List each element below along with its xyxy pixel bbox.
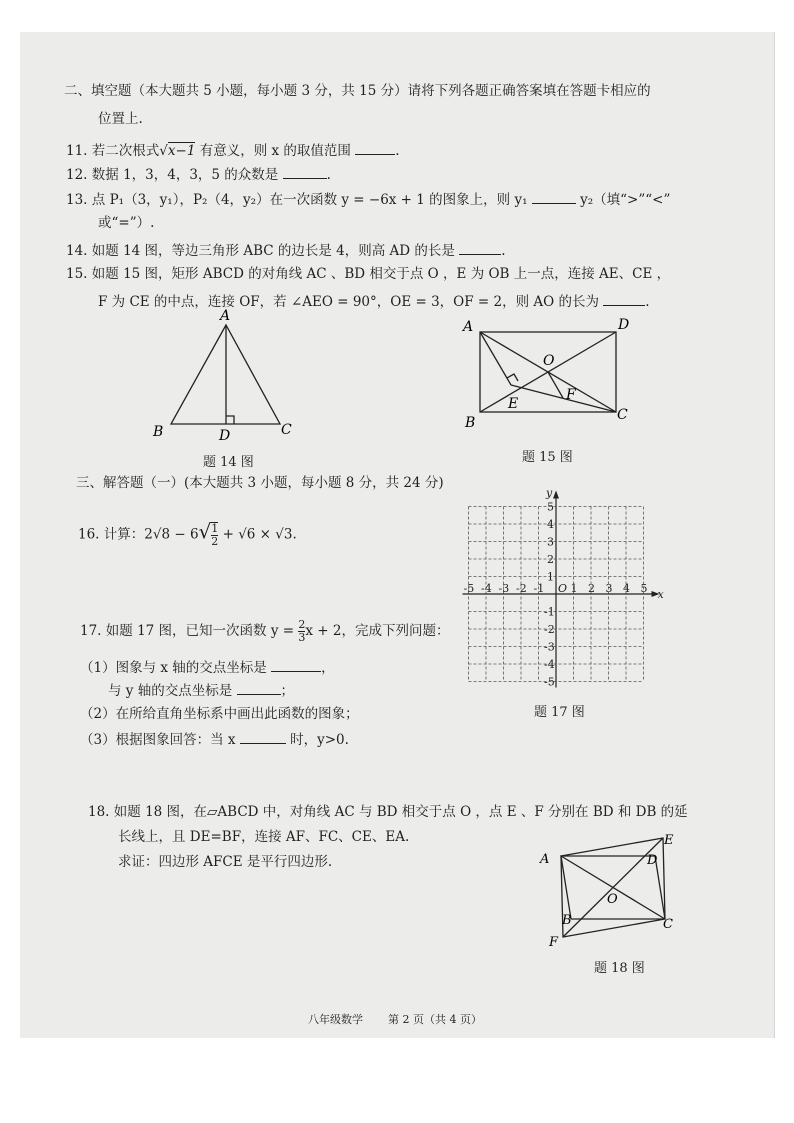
y-tick-label: -4 xyxy=(544,658,555,671)
q17-part-1a-end: ， xyxy=(321,660,335,676)
answer-blank[interactable] xyxy=(283,165,327,179)
y-tick-label: -3 xyxy=(544,640,555,654)
x-tick-label: -4 xyxy=(481,582,492,595)
answer-blank[interactable] xyxy=(271,658,321,672)
fraction-numerator: 1 xyxy=(211,522,219,535)
q17-part-1b-end: ； xyxy=(280,683,295,699)
label-f: F xyxy=(549,935,559,950)
q16-term-1: 2√8 − 6 xyxy=(144,526,199,543)
label-e: E xyxy=(664,833,674,848)
question-13-line2: 或“=”）. xyxy=(98,215,155,231)
answer-blank[interactable] xyxy=(532,190,576,204)
question-14 xyxy=(66,241,506,260)
q18-text: 如题 18 图，在▱ABCD 中，对角线 AC 与 BD 相交于点 O ，点 E 、F 分别在 BD 和 DB 的延 xyxy=(113,804,688,820)
label-b: B xyxy=(153,424,164,440)
q11-prefix: 若二次根式 xyxy=(91,143,160,159)
answer-blank[interactable] xyxy=(237,681,281,695)
question-17-part-2: （2）在所给直角坐标系中画出此函数的图象； xyxy=(80,706,359,722)
q12-text: 数据 1，3，4，3，5 的众数是 xyxy=(91,167,279,183)
figure-14-caption: 题 14 图 xyxy=(203,455,254,470)
y-tick-label: 4 xyxy=(547,518,554,531)
radical-sign: √ xyxy=(198,519,212,544)
x-tick-label: 3 xyxy=(605,582,613,595)
question-number: 17. xyxy=(80,623,102,639)
q16-end: . xyxy=(292,526,297,543)
x-tick-label: -3 xyxy=(498,582,510,595)
segment-ce xyxy=(511,385,616,412)
x-tick-label: 4 xyxy=(623,582,630,595)
answer-blank[interactable] xyxy=(459,241,501,255)
question-17-part-1a xyxy=(80,658,335,677)
fraction-denominator: 2 xyxy=(211,535,219,548)
answer-blank[interactable] xyxy=(603,292,645,306)
y-tick-label: -1 xyxy=(544,605,555,619)
q15-text-2: F 为 CE 的中点，连接 OF，若 ∠AEO = 90°，OE = 3，OF = 2，则 AO 的长为 xyxy=(98,294,599,310)
question-16 xyxy=(78,519,297,548)
y-axis-arrow xyxy=(553,491,559,499)
question-18 xyxy=(88,803,688,821)
footer-subject: 八年级数学 xyxy=(308,1013,363,1026)
q16-prefix: 计算： xyxy=(103,526,145,543)
q13-text: 点 P₁（3，y₁），P₂（4，y₂）在一次函数 y = −6x + 1 的图象上，则 y₁ xyxy=(91,192,528,208)
question-number: 14. xyxy=(66,243,88,259)
section-2-heading-cont: 位置上. xyxy=(98,111,143,127)
question-number: 13. xyxy=(66,192,88,208)
x-tick-label: 2 xyxy=(588,582,595,595)
q13-text-b: y₂（填“>”“<” xyxy=(580,192,671,208)
label-b: B xyxy=(562,913,572,928)
y-tick-label: -2 xyxy=(544,623,555,636)
q17-part-1a-text: （1）图象与 x 轴的交点坐标是 xyxy=(80,660,267,676)
label-f: F xyxy=(566,387,576,403)
label-c: C xyxy=(617,407,628,423)
fraction-denominator: 3 xyxy=(298,631,306,644)
q11-radicand: x−1 xyxy=(167,143,196,159)
question-13 xyxy=(66,190,670,209)
label-e: E xyxy=(508,396,519,412)
q17-text: x + 2，完成下列问题： xyxy=(305,623,450,639)
x-axis-label: x xyxy=(657,588,664,601)
figure-17-caption: 题 17 图 xyxy=(534,705,585,720)
y-tick-label: 1 xyxy=(547,570,554,584)
q17-part-3-text: （3）根据图象回答：当 x xyxy=(80,732,236,748)
q17-prefix: 如题 17 图，已知一次函数 y = xyxy=(105,623,295,639)
q15-end: . xyxy=(645,294,650,310)
q17-part-1b-text: 与 y 轴的交点坐标是 xyxy=(108,683,233,699)
figure-18 xyxy=(535,828,685,950)
q16-term-2: + √6 × √3 xyxy=(218,526,293,543)
question-12 xyxy=(66,165,331,184)
y-tick-label: -5 xyxy=(544,675,555,689)
q11-end: . xyxy=(395,143,400,159)
segment-ae xyxy=(480,332,511,385)
label-a: A xyxy=(540,852,550,867)
x-tick-label: -5 xyxy=(463,582,475,595)
figure-17-coordinate-grid[interactable] xyxy=(458,482,678,692)
answer-blank[interactable] xyxy=(355,141,395,155)
question-number: 15. xyxy=(66,266,88,282)
label-o: O xyxy=(543,353,555,369)
question-number: 16. xyxy=(78,526,100,543)
y-tick-label: 3 xyxy=(547,535,554,549)
x-tick-label: 1 xyxy=(570,582,578,595)
right-angle-mark xyxy=(226,416,234,424)
y-tick-label: 2 xyxy=(547,553,554,566)
q11-text: 有意义，则 x 的取值范围 xyxy=(199,143,351,159)
label-a: A xyxy=(463,319,474,335)
label-d: D xyxy=(647,853,658,868)
question-18-line2: 长线上，且 DE=BF，连接 AF、FC、CE、EA. xyxy=(118,829,410,845)
origin-label: O xyxy=(558,582,568,595)
label-a: A xyxy=(220,308,231,324)
question-17 xyxy=(80,619,449,644)
question-number: 11. xyxy=(66,143,88,159)
question-11 xyxy=(66,141,400,160)
label-d: D xyxy=(219,428,231,443)
figure-15-caption: 题 15 图 xyxy=(522,450,573,465)
q17-part-3-end: 时，y>0. xyxy=(290,732,349,748)
label-d: D xyxy=(618,317,630,333)
question-17-part-3 xyxy=(80,730,349,749)
label-c: C xyxy=(663,917,673,932)
question-17-part-1b xyxy=(108,681,294,700)
x-tick-label: -1 xyxy=(533,582,545,595)
x-tick-label: -2 xyxy=(516,582,527,595)
figure-14 xyxy=(145,308,305,443)
section-3-heading: 三、解答题（一）(本大题共 3 小题，每小题 8 分，共 24 分) xyxy=(76,475,444,491)
question-number: 12. xyxy=(66,167,88,183)
y-axis-label: y xyxy=(546,486,553,500)
q12-end: . xyxy=(326,167,331,183)
question-number: 18. xyxy=(88,804,110,820)
x-tick-label: 5 xyxy=(640,582,648,595)
radical-sign: √ xyxy=(159,143,168,159)
answer-blank[interactable] xyxy=(240,730,286,744)
label-o: O xyxy=(607,892,618,907)
q14-text: 如题 14 图，等边三角形 ABC 的边长是 4，则高 AD 的长是 xyxy=(91,243,455,259)
label-c: C xyxy=(281,422,292,438)
fraction-numerator: 2 xyxy=(298,618,306,631)
label-b: B xyxy=(465,415,476,431)
section-2-heading: 二、填空题（本大题共 5 小题，每小题 3 分，共 15 分）请将下列各题正确答案填在答题卡相应的 xyxy=(64,83,651,99)
figure-15 xyxy=(458,312,638,432)
footer-page-number: 第 2 页（共 4 页） xyxy=(388,1013,482,1026)
q15-text: 如题 15 图，矩形 ABCD 的对角线 AC 、BD 相交于点 O ，E 为 OB 上一点，连接 AE、CE ， xyxy=(91,266,671,282)
question-15 xyxy=(66,265,670,283)
question-18-line3: 求证：四边形 AFCE 是平行四边形. xyxy=(118,854,333,870)
figure-18-caption: 题 18 图 xyxy=(594,961,645,976)
q14-end: . xyxy=(501,243,506,259)
y-tick-label: 5 xyxy=(547,500,554,514)
